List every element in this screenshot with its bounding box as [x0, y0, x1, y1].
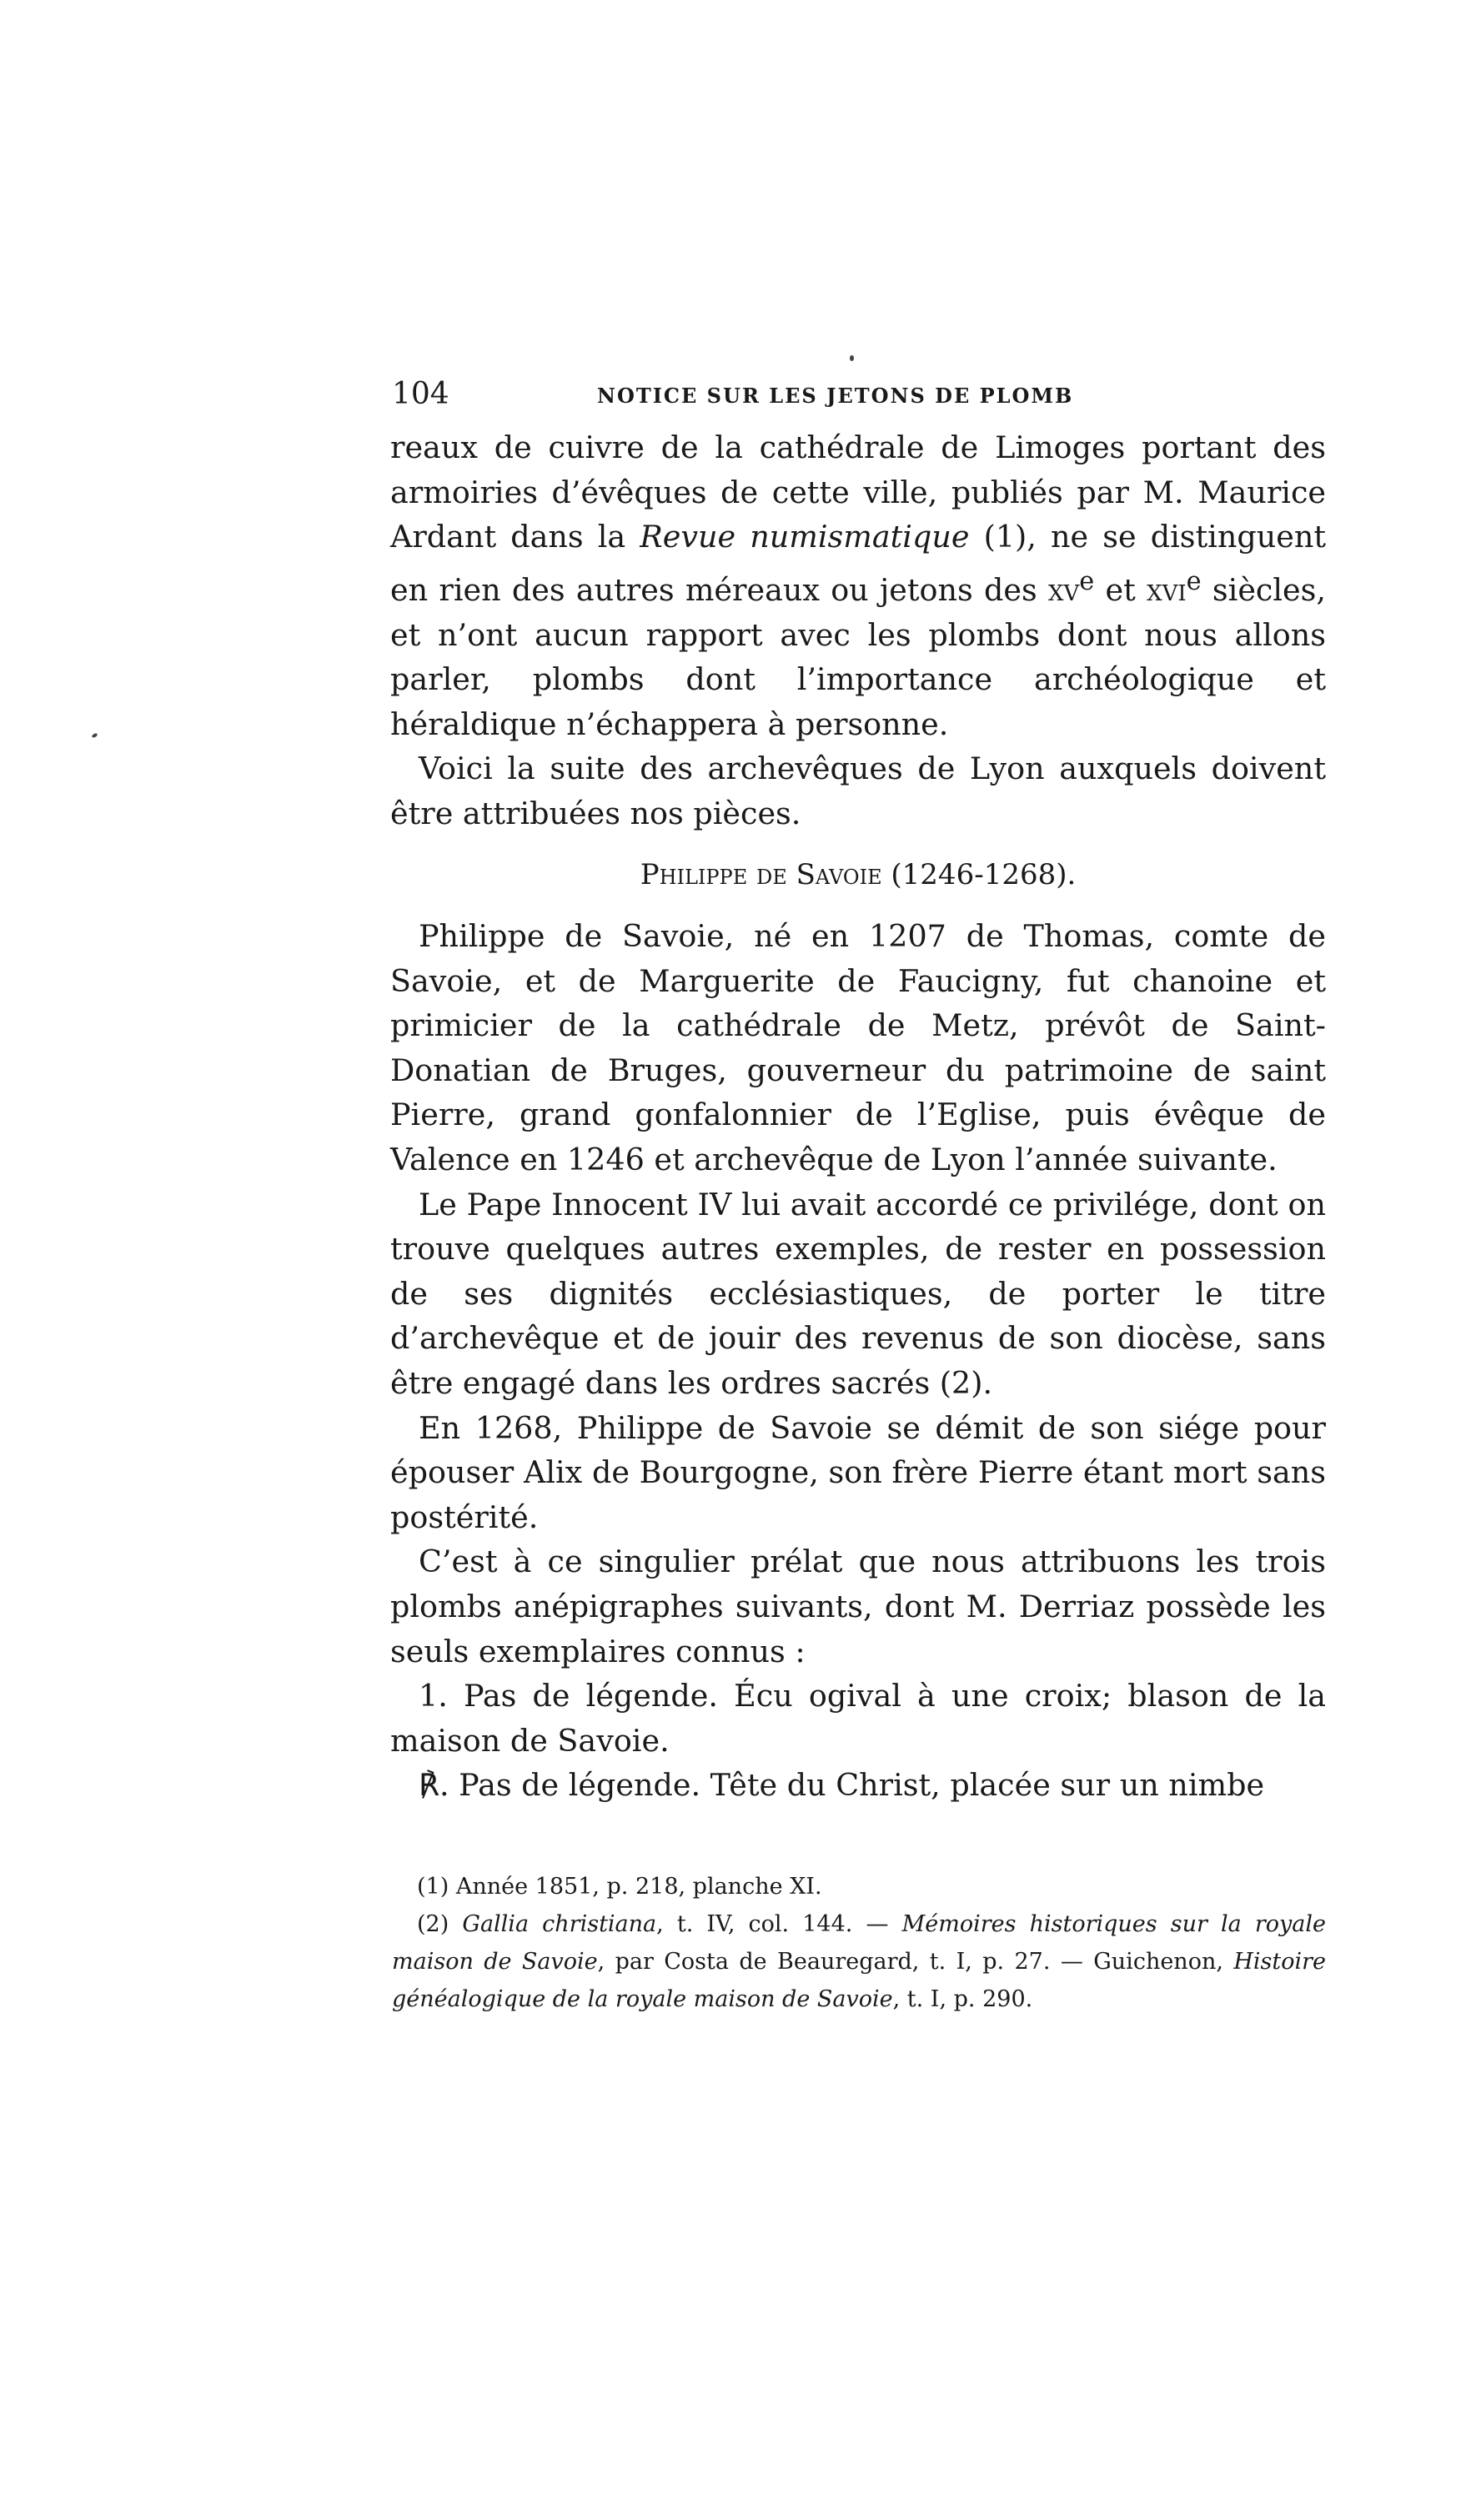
ink-speck: [91, 733, 98, 739]
paragraph: Philippe de Savoie, né en 1207 de Thomas, comte de Savoie, et de Marguerite de Faucigny, fut chanoine et primicier de la cathédrale de Metz, prévôt de Saint-Donatian de Bruges, gouverneur du patrimoine de saint Pierre, grand gonfalonnier de l’Eglise, puis évêque de Valence en 1246 et archevêque de Lyon l’année suivante.: [390, 918, 1326, 1178]
paragraph: Voici la suite des archevêques de Lyon auxquels doivent être attribuées nos pièces.: [390, 750, 1326, 831]
journal-title: Revue numismatique: [640, 519, 970, 555]
paragraph: En 1268, Philippe de Savoie se démit de son siége pour épouser Alix de Bourgogne, son frère Pierre étant mort sans postérité.: [390, 1409, 1326, 1535]
section-title: Philippe de Savoie (1246-1268).: [640, 857, 1077, 891]
page-number: 104: [392, 377, 449, 411]
footnote: (2) Gallia christiana, t. IV, col. 144. — Mémoires historiques sur la royale maison de Savoie, par Costa de Beauregard, t. I, p. 27. — Guichenon, Histoire généalogique de la royale maison de Savoie, t. I, p. 290.: [392, 1911, 1326, 2012]
running-head: NOTICE SUR LES JETONS DE PLOMB: [597, 384, 1074, 408]
page-header: [392, 377, 1326, 410]
paragraph: ℟. Pas de légende. Tête du Christ, placée sur un nimbe: [419, 1767, 1265, 1804]
footnote: (1) Année 1851, p. 218, planche XI.: [417, 1874, 822, 1900]
paragraph: C’est à ce singulier prélat que nous attribuons les trois plombs anépigraphes suivants, dont M. Derriaz possède les seuls exemplaires connus :: [390, 1544, 1326, 1669]
ink-speck: [850, 355, 854, 361]
main-text: [390, 425, 1326, 1808]
paragraph: reaux de cuivre de la cathédrale de Limoges portant des armoiries d’évêques de cette ville, publiés par M. Maurice Ardant dans la Revue numismatique (1), ne se distinguent en rien des autres méreaux ou jetons des $xv^e$ et xvi$^e$ siècles, et n’ont aucun rapport avec les plombs dont nous allons parler, plombs dont l’importance archéologique et héraldique n’échappera à personne.: [390, 429, 1326, 742]
paragraph: 1. Pas de légende. Écu ogival à une croix; blason de la maison de Savoie.: [390, 1678, 1326, 1759]
paragraph: Le Pape Innocent IV lui avait accordé ce privilége, dont on trouve quelques autres exemples, de rester en possession de ses dignités ecclésiastiques, de porter le titre d’archevêque et de jouir des revenus de son diocèse, sans être engagé dans les ordres sacrés (2).: [390, 1186, 1326, 1402]
footnotes: [392, 1868, 1326, 2018]
